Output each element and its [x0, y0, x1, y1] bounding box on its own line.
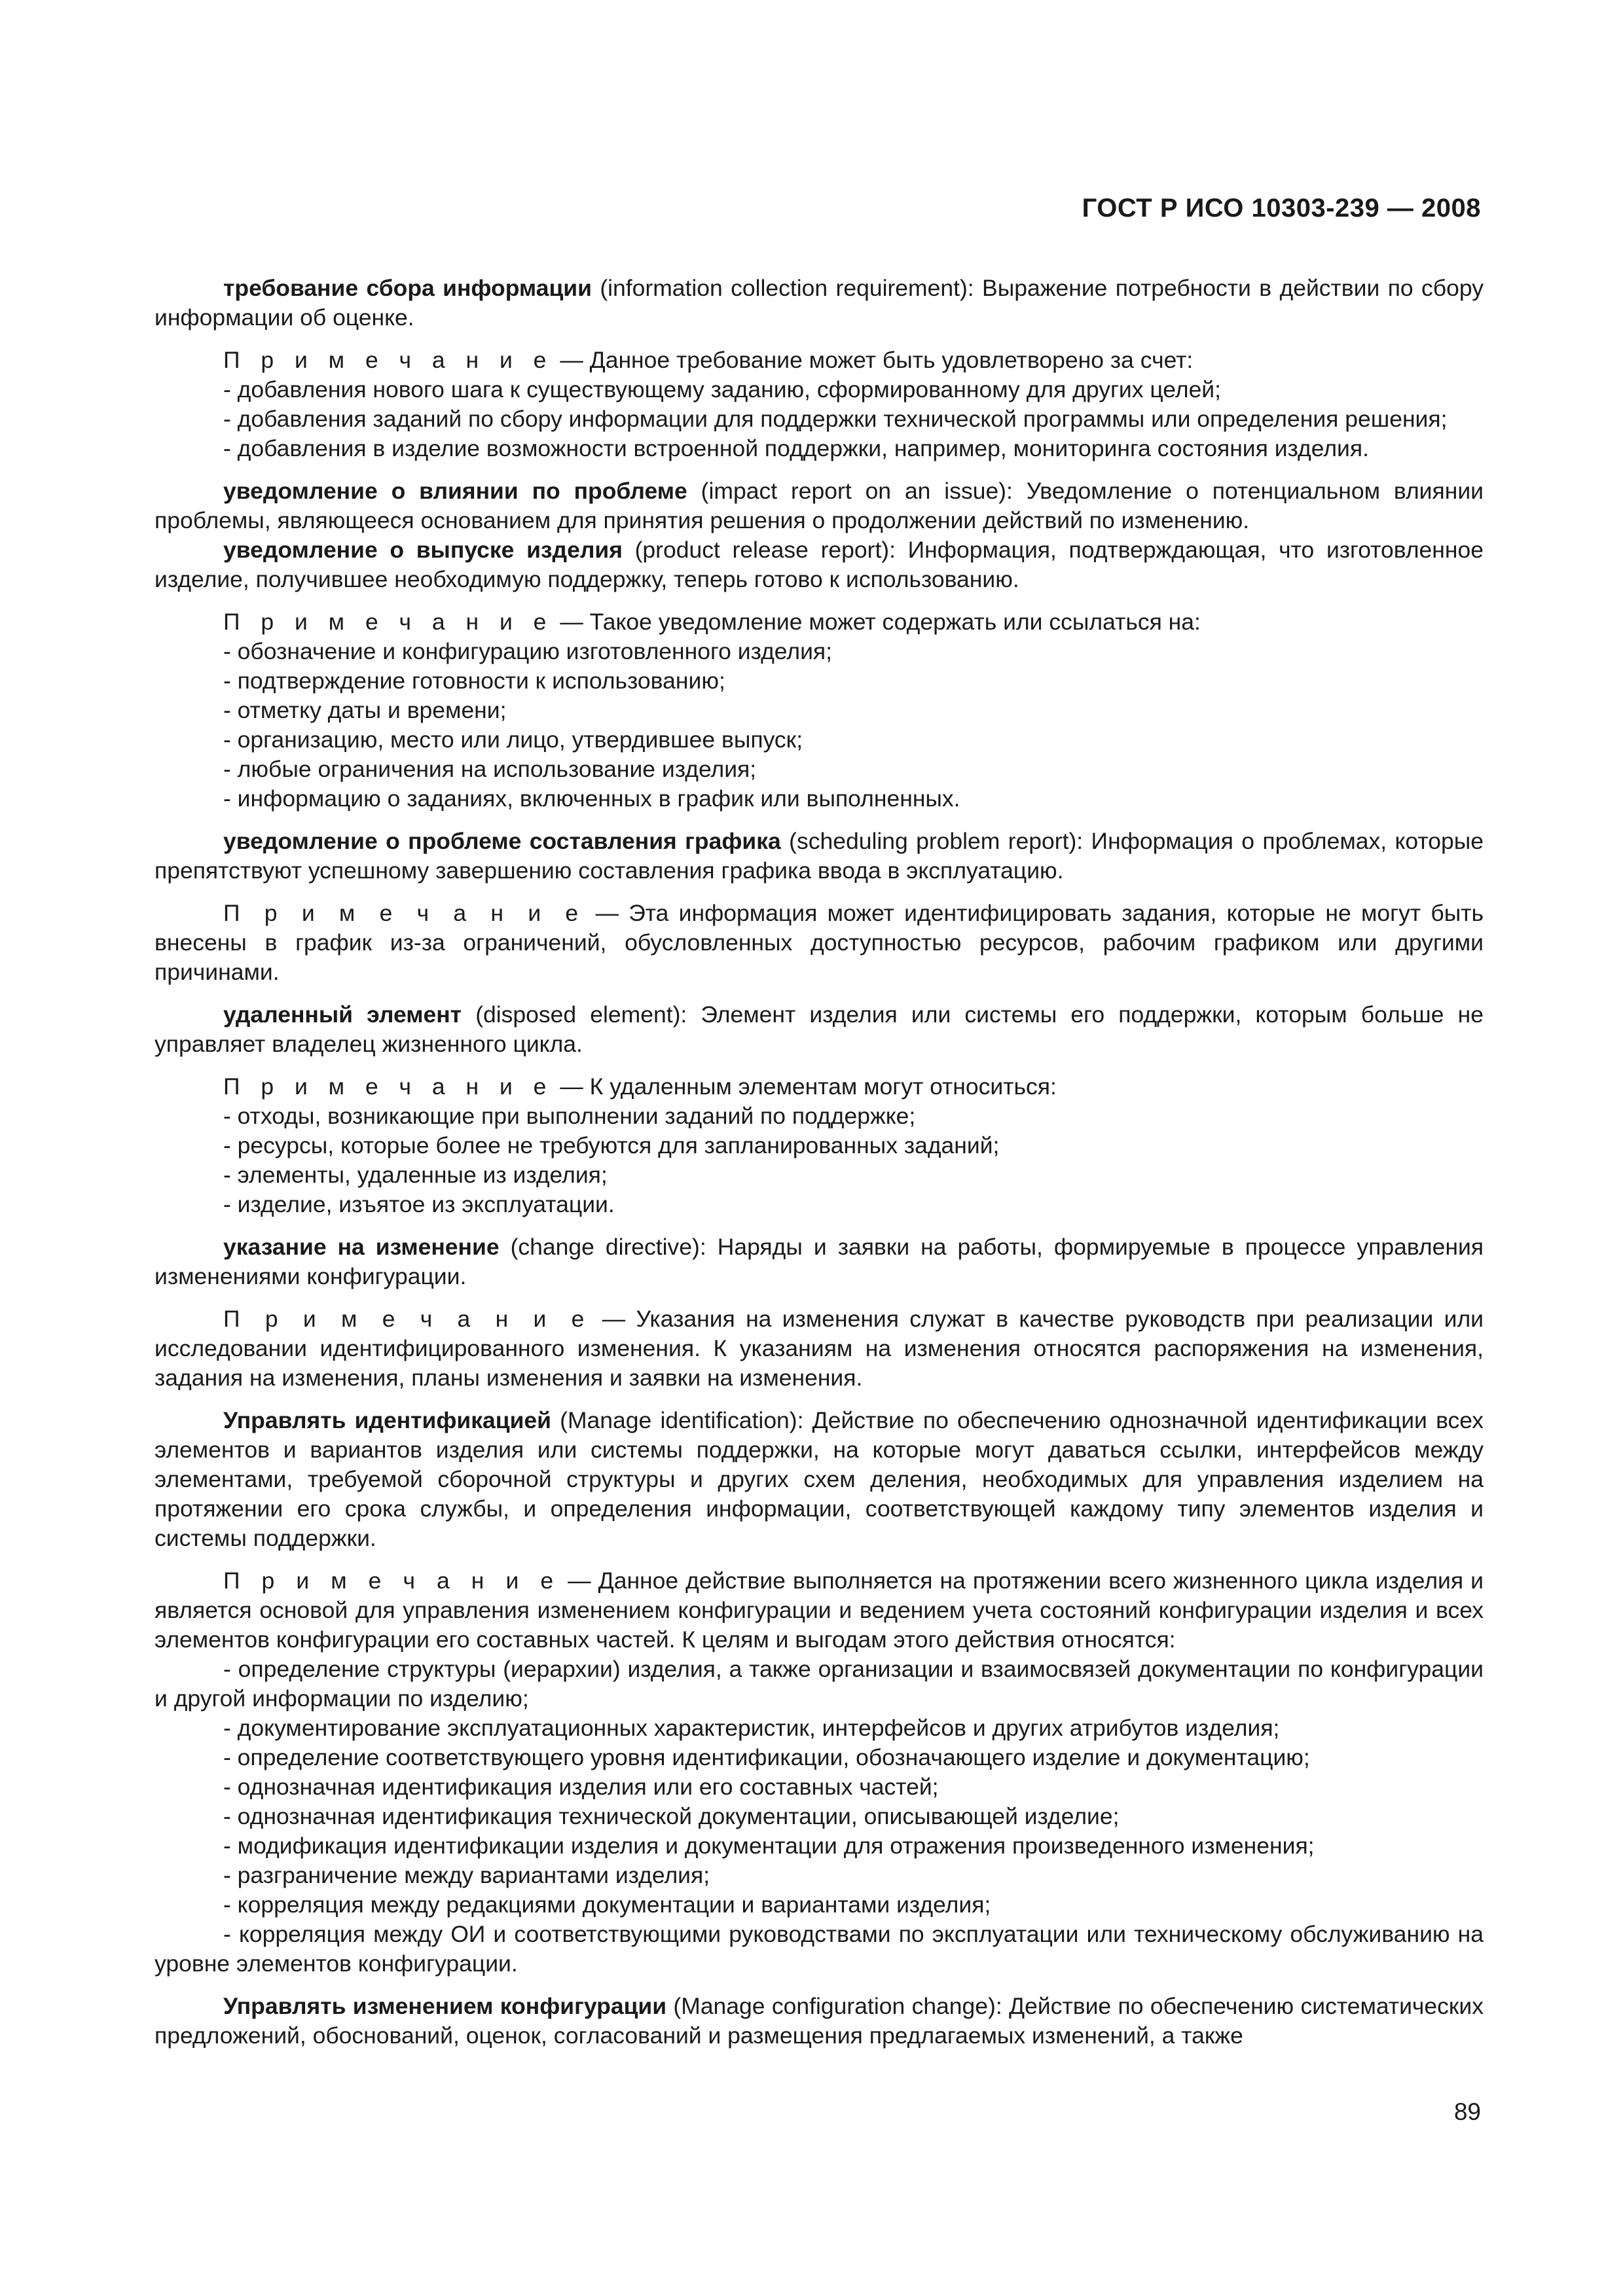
list-item: - элементы, удаленные из изделия;: [223, 1162, 608, 1188]
definition-paragraph: [155, 274, 1484, 332]
note-head: [155, 1304, 1484, 1393]
note-head: [155, 607, 1484, 637]
note-lead: — Данное действие выполняется на протяжении всего жизненного цикла изделия и является основой для управления изменением конфигурации и ведением учета состояний конфигурации изделия и всех элементов конфигурации его составных частей. К целям и выгодам этого действия относятся:: [155, 1568, 1484, 1653]
list-item: - разграничение между вариантами изделия;: [223, 1862, 710, 1888]
definition-paragraph: [155, 1000, 1484, 1059]
term: требование сбора информации: [223, 275, 592, 301]
note-block: [155, 1304, 1484, 1393]
definition-text: (Manage configuration change): Действие по обеспечению систематических предложений, обоснований, оценок, согласований и размещения предлагаемых изменений, а также: [155, 1993, 1484, 2049]
note-lead: — Эта информация может идентифицировать задания, которые не могут быть внесены в график из-за ограничений, обусловленных доступностью ресурсов, рабочим графиком или другими причинами.: [155, 900, 1484, 985]
document-header: ГОСТ Р ИСО 10303-239 — 2008: [1082, 194, 1481, 223]
note-label: П р и м е ч а н и е: [223, 1568, 561, 1594]
note-head: [155, 1566, 1484, 1655]
definition-text: (Manage identification): Действие по обеспечению однозначной идентификации всех элементов и вариантов изделия или системы поддержки, на которые могут даваться ссылки, интерфейсов между элементами, требуемой сборочной структуры и других схем деления, необходимых для управления изделием на протяжении его срока службы, и определения информации, соответствующей каждому типу элементов изделия и системы поддержки.: [155, 1407, 1484, 1551]
note-lead: — Данное требование может быть удовлетворено за счет:: [553, 347, 1194, 373]
list-item: - определение соответствующего уровня идентификации, обозначающего изделие и документацию;: [223, 1744, 1310, 1770]
definition-paragraph: [155, 476, 1484, 535]
note-lead: — Указания на изменения служат в качестве руководств при реализации или исследовании идентифицированного изменения. К указаниям на изменения относятся распоряжения на изменения, задания на изменения, планы изменения и заявки на изменения.: [155, 1306, 1484, 1391]
list-item: - ресурсы, которые более не требуются для запланированных заданий;: [223, 1132, 1000, 1158]
list-item: - отметку даты и времени;: [223, 697, 507, 723]
list-item: - определение структуры (иерархии) изделия, а также организации и взаимосвязей документации по конфигурации и другой информации по изделию;: [155, 1656, 1484, 1712]
list-item: - любые ограничения на использование изделия;: [223, 756, 757, 782]
definition-text: (disposed element): Элемент изделия или системы его поддержки, которым больше не управляет владелец жизненного цикла.: [155, 1001, 1484, 1057]
note-head: [155, 899, 1484, 987]
definition-paragraph: [155, 1406, 1484, 1553]
list-item: - организацию, место или лицо, утвердившее выпуск;: [223, 726, 803, 753]
note-block: [155, 899, 1484, 987]
page-number: 89: [1453, 2098, 1481, 2125]
note-head: [155, 1072, 1484, 1102]
definition-text: (change directive): Наряды и заявки на работы, формируемые в процессе управления изменениями конфигурации.: [155, 1234, 1484, 1289]
term: указание на изменение: [223, 1234, 500, 1260]
list-item: - модификация идентификации изделия и документации для отражения произведенного изменения;: [223, 1833, 1315, 1859]
list-item: - изделие, изъятое из эксплуатации.: [223, 1191, 615, 1217]
list-item: - однозначная идентификация изделия или его составных частей;: [223, 1774, 939, 1800]
term: уведомление о выпуске изделия: [223, 537, 623, 563]
definition-paragraph: [155, 1232, 1484, 1291]
note-lead: — К удаленным элементам могут относиться:: [553, 1073, 1057, 1100]
list-item: - корреляция между ОИ и соответствующими руководствами по эксплуатации или техническому обслуживанию на уровне элементов конфигурации.: [155, 1921, 1484, 1977]
term: удаленный элемент: [223, 1001, 462, 1028]
list-item: - подтверждение готовности к использованию;: [223, 668, 725, 694]
note-block: [155, 346, 1484, 463]
note-label: П р и м е ч а н и е: [223, 609, 554, 635]
note-block: [155, 1566, 1484, 1979]
note-label: П р и м е ч а н и е: [223, 900, 586, 926]
term: Управлять идентификацией: [223, 1407, 551, 1433]
note-label: П р и м е ч а н и е: [223, 347, 554, 373]
list-item: - корреляция между редакциями документации и вариантами изделия;: [223, 1892, 991, 1918]
definition-paragraph: [155, 827, 1484, 886]
note-block: [155, 607, 1484, 814]
note-label: П р и м е ч а н и е: [223, 1306, 592, 1332]
note-block: [155, 1072, 1484, 1219]
list-item: - документирование эксплуатационных характеристик, интерфейсов и других атрибутов изделия;: [223, 1715, 1280, 1741]
note-lead: — Такое уведомление может содержать или ссылаться на:: [553, 609, 1201, 635]
note-label: П р и м е ч а н и е: [223, 1073, 554, 1100]
term: Управлять изменением конфигурации: [223, 1993, 667, 2019]
list-item: - информацию о заданиях, включенных в график или выполненных.: [223, 785, 960, 812]
definition-paragraph: [155, 1992, 1484, 2051]
definition-paragraph: [155, 535, 1484, 594]
definition-text: (product release report): Информация, подтверждающая, что изготовленное изделие, получившее необходимую поддержку, теперь готово к использованию.: [155, 537, 1484, 592]
list-item: - добавления нового шага к существующему заданию, сформированному для других целей;: [223, 376, 1222, 403]
list-item: - добавления в изделие возможности встроенной поддержки, например, мониторинга состояния изделия.: [223, 435, 1369, 461]
list-item: - отходы, возникающие при выполнении заданий по поддержке;: [223, 1103, 916, 1129]
note-head: [155, 346, 1484, 375]
term: уведомление о влиянии по проблеме: [223, 478, 687, 504]
definition-text: (impact report on an issue): Уведомление о потенциальном влиянии проблемы, являющееся основанием для принятия решения о продолжении действий по изменению.: [155, 478, 1484, 533]
document-body: [155, 274, 1484, 2051]
list-item: - обозначение и конфигурацию изготовленного изделия;: [223, 638, 832, 664]
definition-text: (information collection requirement): Выражение потребности в действии по сбору информации об оценке.: [155, 275, 1484, 331]
list-item: - добавления заданий по сбору информации для поддержки технической программы или определения решения;: [223, 406, 1448, 432]
list-item: - однозначная идентификация технической документации, описывающей изделие;: [223, 1803, 1120, 1829]
term: уведомление о проблеме составления графика: [223, 828, 781, 854]
definition-text: (scheduling problem report): Информация о проблемах, которые препятствуют успешному завершению составления графика ввода в эксплуатацию.: [155, 828, 1484, 884]
